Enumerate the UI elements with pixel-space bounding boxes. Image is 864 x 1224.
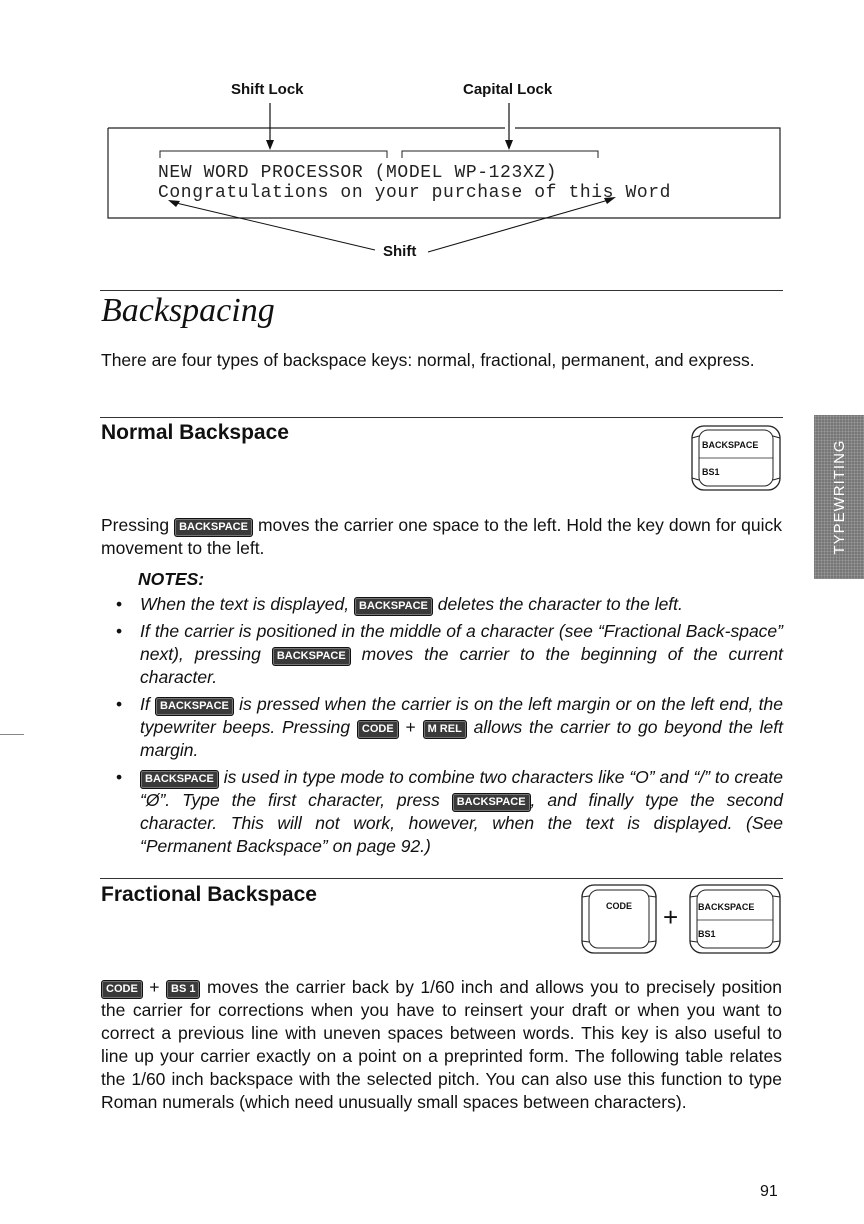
keycap-top-label: BACKSPACE [702, 440, 759, 450]
shift-label: Shift [383, 243, 417, 260]
note-item [116, 620, 783, 689]
note-item [116, 693, 783, 762]
section-title: Backspacing [101, 292, 275, 329]
backspace-key: BACKSPACE [174, 518, 253, 537]
keycap-bottom-label: BS1 [698, 929, 716, 939]
plus-sign: + [149, 977, 160, 997]
code-keycap-icon [580, 883, 658, 955]
backspace-keycap-icon [688, 883, 782, 955]
keycap-plus: + [663, 902, 679, 932]
note-3-text-a: If [140, 694, 150, 714]
bullet-icon: • [116, 767, 123, 787]
page-number: 91 [760, 1183, 778, 1200]
fractional-text: moves the carrier back by 1/60 inch and allows you to precisely position the carrier for corrections when you have to reinsert your draft or when you want to correct a previous line with uneven spaces between words. This key is also useful to line up your carrier exactly on a point on a preprinted form. The following table relates the 1/60 inch backspace with the selected pitch. You can also use this function to type Roman numerals (which need unusually small spaces between characters). [101, 977, 782, 1112]
fractional-paragraph [101, 976, 782, 1114]
backspace-key: BACKSPACE [354, 597, 433, 616]
note-1-text-a: When the text is displayed, [140, 594, 350, 614]
normal-paragraph [101, 514, 782, 560]
margin-mark [0, 734, 24, 735]
normal-backspace-heading: Normal Backspace [101, 421, 289, 444]
code-key: CODE [357, 720, 399, 739]
bullet-icon: • [116, 621, 123, 641]
normal-rule [100, 417, 783, 418]
keycap-bottom-label: BS1 [702, 467, 720, 477]
note-item [116, 766, 784, 858]
bs1-key: BS 1 [166, 980, 200, 999]
code-key: CODE [101, 980, 143, 999]
backspace-keycap-icon [690, 424, 782, 492]
note-2-text-b: moves the carrier to the beginning of the current character. [140, 644, 783, 687]
backspace-key: BACKSPACE [155, 697, 234, 716]
backspace-key: BACKSPACE [452, 793, 531, 812]
notes-list [116, 593, 784, 862]
note-4-text-a: is used in type mode to combine two characters like “O” and “/” to create “Ø”. Type the first character, press [140, 767, 784, 810]
fractional-rule [100, 878, 783, 879]
bullet-icon: • [116, 694, 123, 714]
bullet-icon: • [116, 594, 123, 614]
code-keycap-label: CODE [606, 901, 633, 911]
note-item [116, 593, 783, 616]
intro-paragraph: There are four types of backspace keys: normal, fractional, permanent, and express. [101, 350, 755, 370]
note-2-text-a: If the carrier is positioned in the middle of a character (see “Fractional Back-space” next), pressing [140, 621, 783, 664]
keycap-top-label: BACKSPACE [698, 902, 755, 912]
note-3-text-c: allows the carrier to go beyond the left margin. [140, 717, 783, 760]
notes-label: NOTES: [138, 569, 205, 589]
fractional-backspace-heading: Fractional Backspace [101, 883, 317, 906]
side-tab-label: TYPEWRITING [830, 439, 848, 555]
display-line-1: NEW WORD PROCESSOR (MODEL WP-123XZ) [158, 163, 558, 183]
display-line-2: Congratulations on your purchase of this Word [158, 183, 672, 203]
capital-lock-label: Capital Lock [463, 81, 553, 98]
backspace-key: BACKSPACE [272, 647, 351, 666]
normal-p-after: moves the carrier one space to the left. Hold the key down for quick movement to the left. [101, 515, 782, 558]
normal-p-before: Pressing [101, 515, 170, 535]
plus-sign: + [405, 717, 416, 737]
title-rule [100, 290, 783, 291]
note-4-text-b: , and finally type the second character. This will not work, however, when the text is displayed. (See “Permanent Backspace” on page 92.) [140, 790, 783, 856]
backspace-key: BACKSPACE [140, 770, 219, 789]
section-side-tab [814, 415, 864, 579]
note-1-text-b: deletes the character to the left. [437, 594, 683, 614]
note-3-text-b: is pressed when the carrier is on the left margin or on the left end, the typewriter beeps. Pressing [140, 694, 783, 737]
shift-lock-label: Shift Lock [231, 81, 304, 98]
m-rel-key: M REL [423, 720, 467, 739]
display-diagram-lines [0, 0, 864, 290]
